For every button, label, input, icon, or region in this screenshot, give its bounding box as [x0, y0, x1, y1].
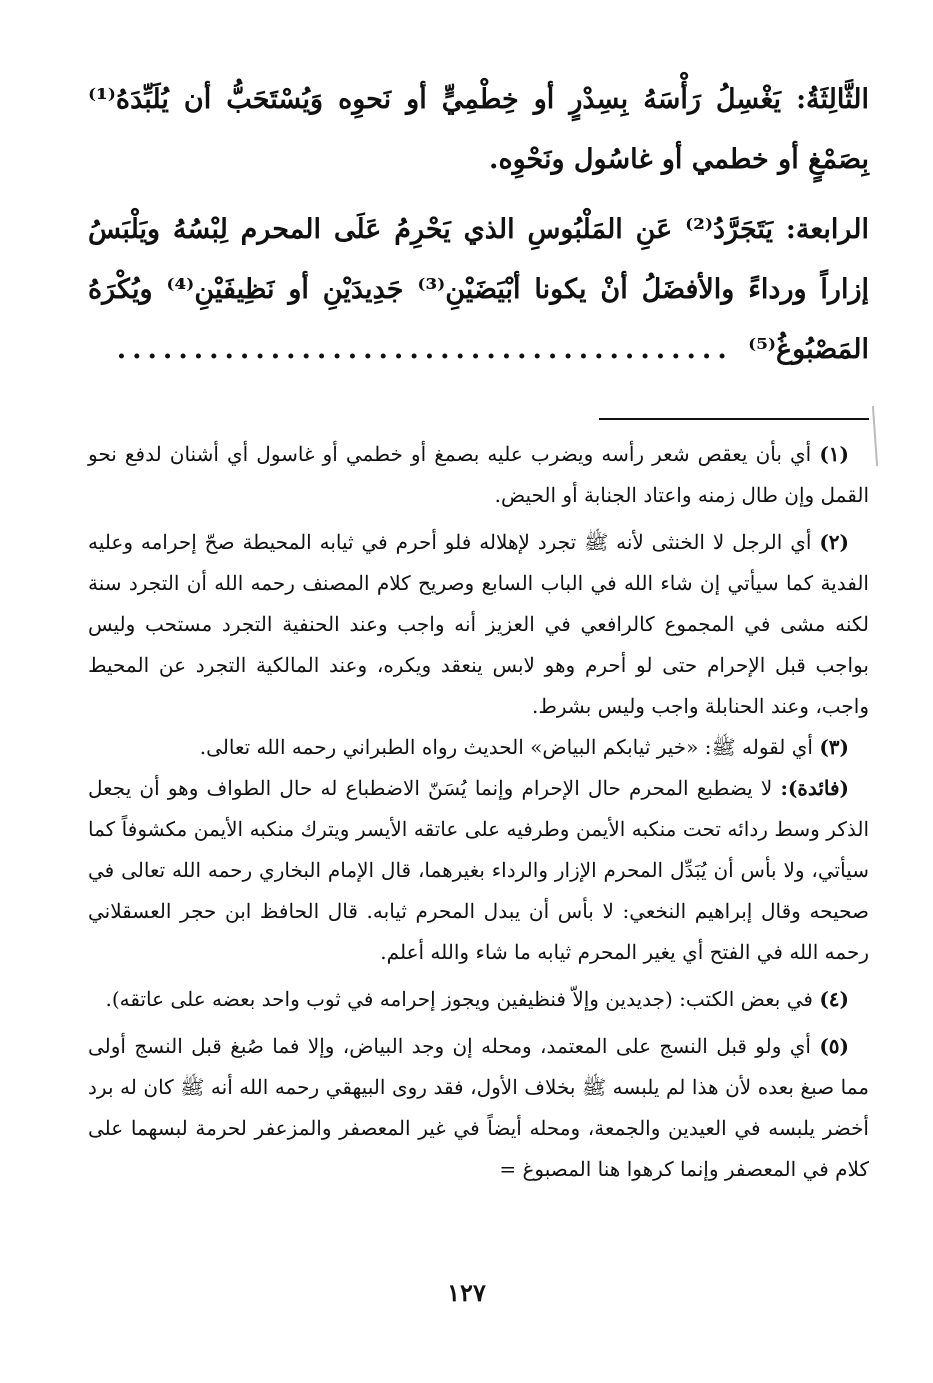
- footnote-text: أي بأن يعقص شعر رأسه ويضرب عليه بصمغ أو خطمي أو غاسول أي أشنان لدفع نحو القمل وإن طال زمنه واعتاد الجنابة أو الحيض.: [88, 442, 869, 507]
- footnote-number: (٥): [819, 1034, 850, 1058]
- continuation-dots: ........................................: [116, 334, 733, 365]
- footnote-number: (فائدة):: [780, 776, 850, 800]
- footnote-text: أي ولو قبل النسج على المعتمد، ومحله إن وجد البياض، وإلا فما صُبغ قبل النسج أولى مما صبغ بعده لأن هذا لم يلبسه ﷺ بخلاف الأول، فقد روى البيهقي رحمه الله أنه ﷺ كان له برد أخضر يلبسه في العيدين والجمعة، ومحله أيضاً في غير المعصفر والمزعفر لحرمة لبسهما على كلام في المعصفر وإنما كرهوا هنا المصبوغ =: [88, 1034, 869, 1181]
- footnote-text: أي لقوله ﷺ: «خير ثيابكم البياض» الحديث رواه الطبراني رحمه الله تعالى.: [199, 735, 813, 759]
- paragraph-lead: الرابعة:: [785, 214, 869, 245]
- footnote-benefit: [88, 768, 869, 973]
- footnote-number: (٤): [819, 987, 849, 1011]
- footnote-number: (١): [819, 442, 849, 466]
- paragraph-third: [88, 70, 869, 190]
- footnote-number: (٣): [819, 735, 849, 759]
- footnote-2: [88, 522, 869, 727]
- footnote-text: في بعض الكتب: (جديدين وإلاّ فنظيفين ويجوز إحرامه في ثوب واحد بعضه على عاتقه).: [105, 987, 813, 1011]
- paragraph-body: يَغْسِلُ رَأْسَهُ بِسِدْرٍ أو خِطْمِيٍّ أو نَحوِه وَيُسْتَحَبُّ أن يُلَبِّدَهُ⁽¹⁾ بِصَمْغٍ أو خطمي أو غاسُول ونَحْوِه.: [88, 84, 869, 175]
- footnotes: [88, 434, 869, 1190]
- footnote-number: (٢): [819, 530, 850, 554]
- footnote-5: [88, 1026, 869, 1190]
- footnote-separator: [599, 418, 869, 420]
- paragraph-lead: الثَّالِثَةُ:: [796, 84, 869, 115]
- main-text: [88, 70, 869, 380]
- page-number: ١٢٧: [447, 1278, 486, 1307]
- footnote-4: [88, 979, 869, 1020]
- scan-artifact: [872, 406, 878, 466]
- footnote-text: أي الرجل لا الخنثى لأنه ﷺ تجرد لإهلاله فلو أحرم في ثيابه المحيطة صحّ إحرامه وعليه الفدية كما سيأتي إن شاء الله في الباب السابع وصريح كلام المصنف رحمه الله أن التجرد سنة لكنه مشى في المجموع كالرافعي في العزيز أنه واجب وعند الحنفية التجرد مستحب وليس بواجب قبل الإحرام حتى لو أحرم وهو لابس ينعقد ويكره، وعند المالكية التجرد عن المحيط واجب، وعند الحنابلة واجب وليس بشرط.: [88, 530, 869, 718]
- footnote-1: [88, 434, 869, 516]
- paragraph-body: يَتَجَرَّدُ⁽²⁾ عَنِ المَلْبُوسِ الذي يَحْرِمُ عَلَى المحرم لِبْسُهُ ويَلْبَسُ إزاراً ورداءً والأفضَلُ أنْ يكونا أبْيَضَيْنِ⁽³⁾ جَدِيدَيْنِ أو نَظِيفَيْنِ⁽⁴⁾ ويُكْرَهُ المَصْبُوغُ⁽⁵⁾: [88, 214, 870, 365]
- footnote-3: [88, 727, 869, 768]
- footnote-text: لا يضطبع المحرم حال الإحرام وإنما يُسَنّ الاضطباع له حال الطواف وهو أن يجعل الذكر وسط ردائه تحت منكبه الأيمن وطرفيه على عاتقه الأيسر ويترك منكبه الأيمن مكشوفاً كما سيأتي، ولا بأس أن يُبَدِّل المحرم الإزار والرداء بغيرهما، قال الإمام البخاري رحمه الله تعالى في صحيحه وقال إبراهيم النخعي: لا بأس أن يبدل المحرم ثيابه. قال الحافظ ابن حجر العسقلاني رحمه الله في الفتح أي يغير المحرم ثيابه ما شاء والله أعلم.: [88, 776, 869, 964]
- paragraph-fourth: [88, 200, 869, 380]
